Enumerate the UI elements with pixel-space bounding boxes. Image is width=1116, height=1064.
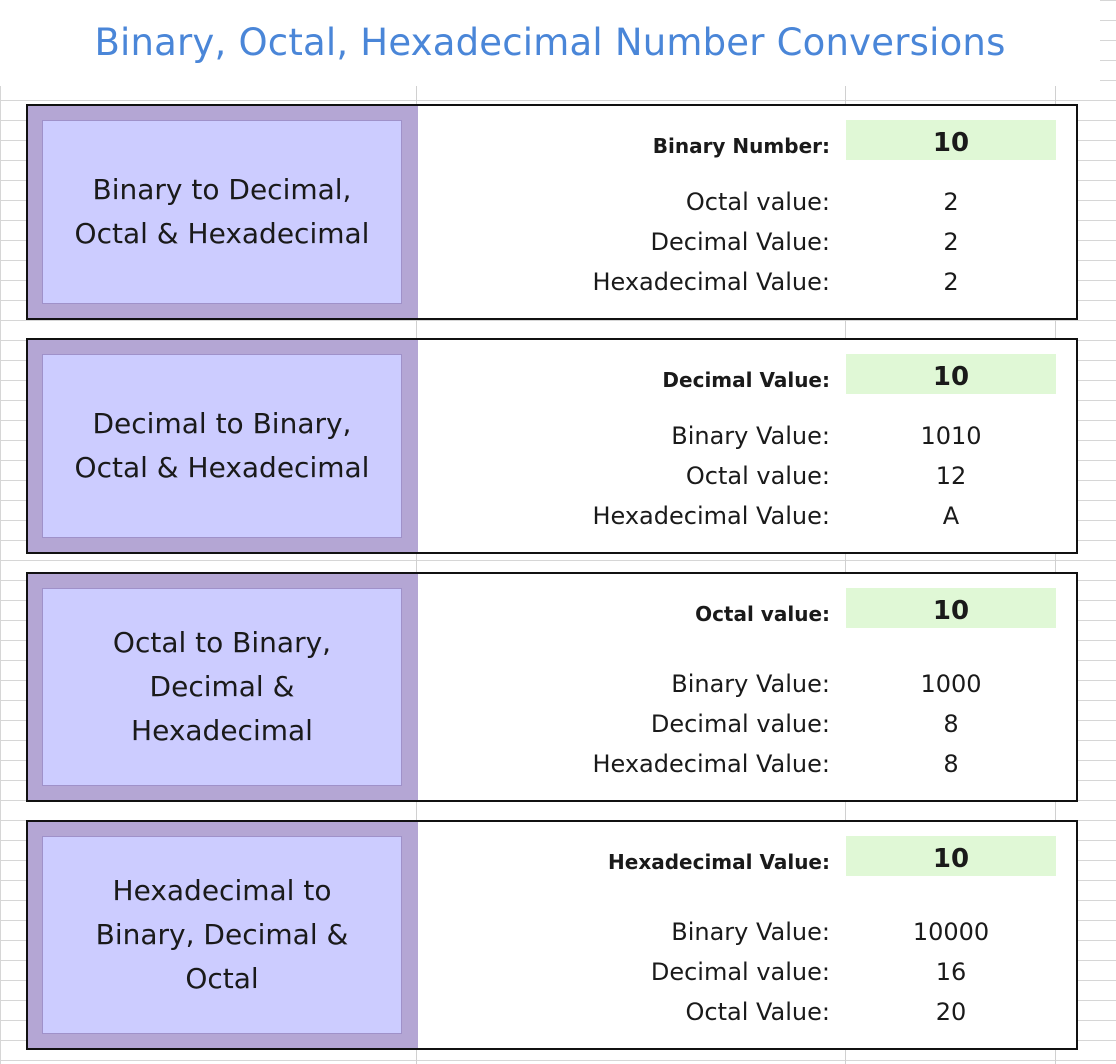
result-value: 8 <box>943 710 959 738</box>
result-value: 20 <box>935 998 967 1026</box>
result-label: Binary Value: <box>671 670 830 698</box>
result-value: 2 <box>943 268 959 296</box>
result-label: Hexadecimal Value: <box>592 750 830 778</box>
result-value: 8 <box>943 750 959 778</box>
result-value: 16 <box>935 958 967 986</box>
block-title: Hexadecimal to Binary, Decimal & Octal <box>42 836 402 1034</box>
block-title: Binary to Decimal, Octal & Hexadecimal <box>42 120 402 304</box>
input-label: Binary Number: <box>652 134 830 158</box>
result-label: Binary Value: <box>671 422 830 450</box>
result-label: Decimal value: <box>650 958 830 986</box>
binary-input-value[interactable]: 10 <box>932 128 970 158</box>
octal-input-value[interactable]: 10 <box>932 596 970 626</box>
decimal-input-value[interactable]: 10 <box>932 362 970 392</box>
result-value: 2 <box>943 228 959 256</box>
hexadecimal-input-value[interactable]: 10 <box>932 844 970 874</box>
result-value: 2 <box>943 188 959 216</box>
result-value: A <box>942 502 960 530</box>
input-label: Octal value: <box>695 602 830 626</box>
page-title: Binary, Octal, Hexadecimal Number Conversions <box>0 0 1100 86</box>
result-label: Decimal Value: <box>650 228 830 256</box>
result-label: Binary Value: <box>671 918 830 946</box>
conversion-block-decimal <box>26 338 1078 554</box>
block-title: Decimal to Binary, Octal & Hexadecimal <box>42 354 402 538</box>
input-label: Hexadecimal Value: <box>608 850 830 874</box>
result-label: Octal value: <box>685 188 830 216</box>
result-label: Decimal value: <box>650 710 830 738</box>
result-value: 12 <box>935 462 967 490</box>
result-label: Octal Value: <box>685 998 830 1026</box>
result-label: Hexadecimal Value: <box>592 268 830 296</box>
conversion-block-binary <box>26 104 1078 320</box>
input-label: Decimal Value: <box>662 368 830 392</box>
result-label: Octal value: <box>685 462 830 490</box>
result-value: 1010 <box>920 422 982 450</box>
result-value: 10000 <box>912 918 990 946</box>
result-label: Hexadecimal Value: <box>592 502 830 530</box>
conversion-block-octal <box>26 572 1078 802</box>
conversion-block-hexadecimal <box>26 820 1078 1050</box>
block-title: Octal to Binary, Decimal & Hexadecimal <box>42 588 402 786</box>
result-value: 1000 <box>920 670 982 698</box>
